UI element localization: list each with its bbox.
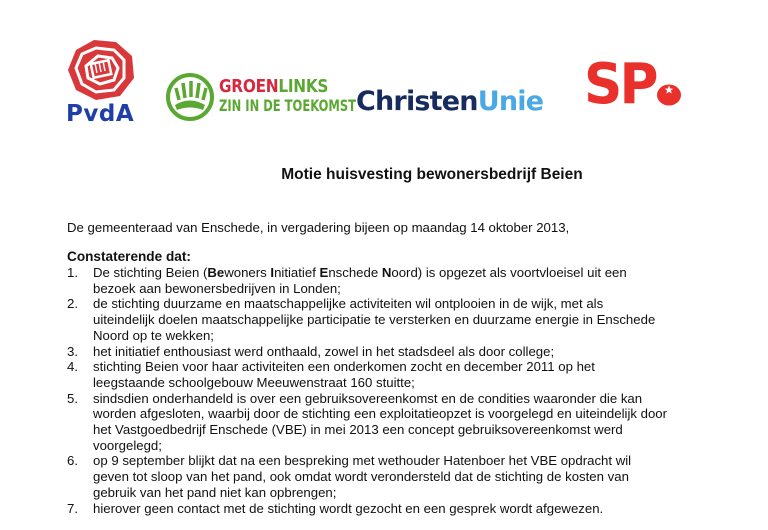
party-logos — [0, 0, 768, 130]
list-item: 7. hierover geen contact met de stichting wordt gezocht en een gesprek wordt afgewezen. — [67, 500, 604, 516]
list-item: 5. sindsdien onderhandeld is over een gebruiksovereenkomst en de condities waaronder die kan worden afgesloten, waarbij door de stichting een exploitatieopzet is voorgelegd en uiteindelijk door het Vastgoedbedrijf Enschede (VBE) in mei 2013 een concept gebruiksovereenkomst werd voorgelegd; — [67, 390, 668, 453]
list-item: 4. stichting Beien voor haar activiteiten een onderkomen zocht en december 2011 op het leegstaande schoolgebouw Meeuwenstraat 160 stuitte; — [67, 359, 595, 390]
document-title: Motie huisvesting bewonersbedrijf Beien — [281, 166, 583, 183]
groenlinks-logo — [165, 72, 357, 122]
groenlinks-slogan: ZIN IN DE TOEKOMST — [219, 96, 357, 115]
list-item: 2. de stichting duurzame en maatschappelijke activiteiten wil ontplooien in de wijk, met als uiteindelijk doelen maatschappelijke participatie te versterken en duurzame energie in Enschede Noord op te wekken; — [67, 296, 656, 343]
constaterende-list — [67, 265, 747, 516]
section-heading: Constaterende dat: — [67, 249, 191, 264]
tomato-icon — [656, 82, 682, 106]
list-item: 1. De stichting Beien (Bewoners Initiatief Enschede Noord) is opgezet als voortvloeisel uit een bezoek aan bewonersbedrijven in Londen; — [67, 265, 627, 296]
list-item: 3. het initiatief enthousiast werd onthaald, zowel in het stadsdeel als door college; — [67, 343, 555, 359]
pvda-logo — [64, 38, 142, 128]
groenlinks-wordmark: GROENLINKS — [219, 76, 329, 97]
intro-paragraph: De gemeenteraad van Enschede, in vergadering bijeen op maandag 14 oktober 2013, — [67, 220, 570, 235]
rising-sun-icon — [165, 72, 215, 122]
rose-fist-icon — [64, 38, 142, 102]
christenunie-logo: ChristenUnie — [356, 86, 544, 117]
list-item: 6. op 9 september blijkt dat na een bespreking met wethouder Hatenboer het VBE opdracht wil geven tot sloop van het pand, ook omdat wordt verondersteld dat de stichting de kosten van gebruik van het pand niet kan opbrengen; — [67, 453, 632, 500]
sp-logo — [584, 52, 704, 128]
sp-wordmark: SP — [584, 52, 656, 117]
pvda-wordmark: PvdA — [66, 101, 135, 127]
